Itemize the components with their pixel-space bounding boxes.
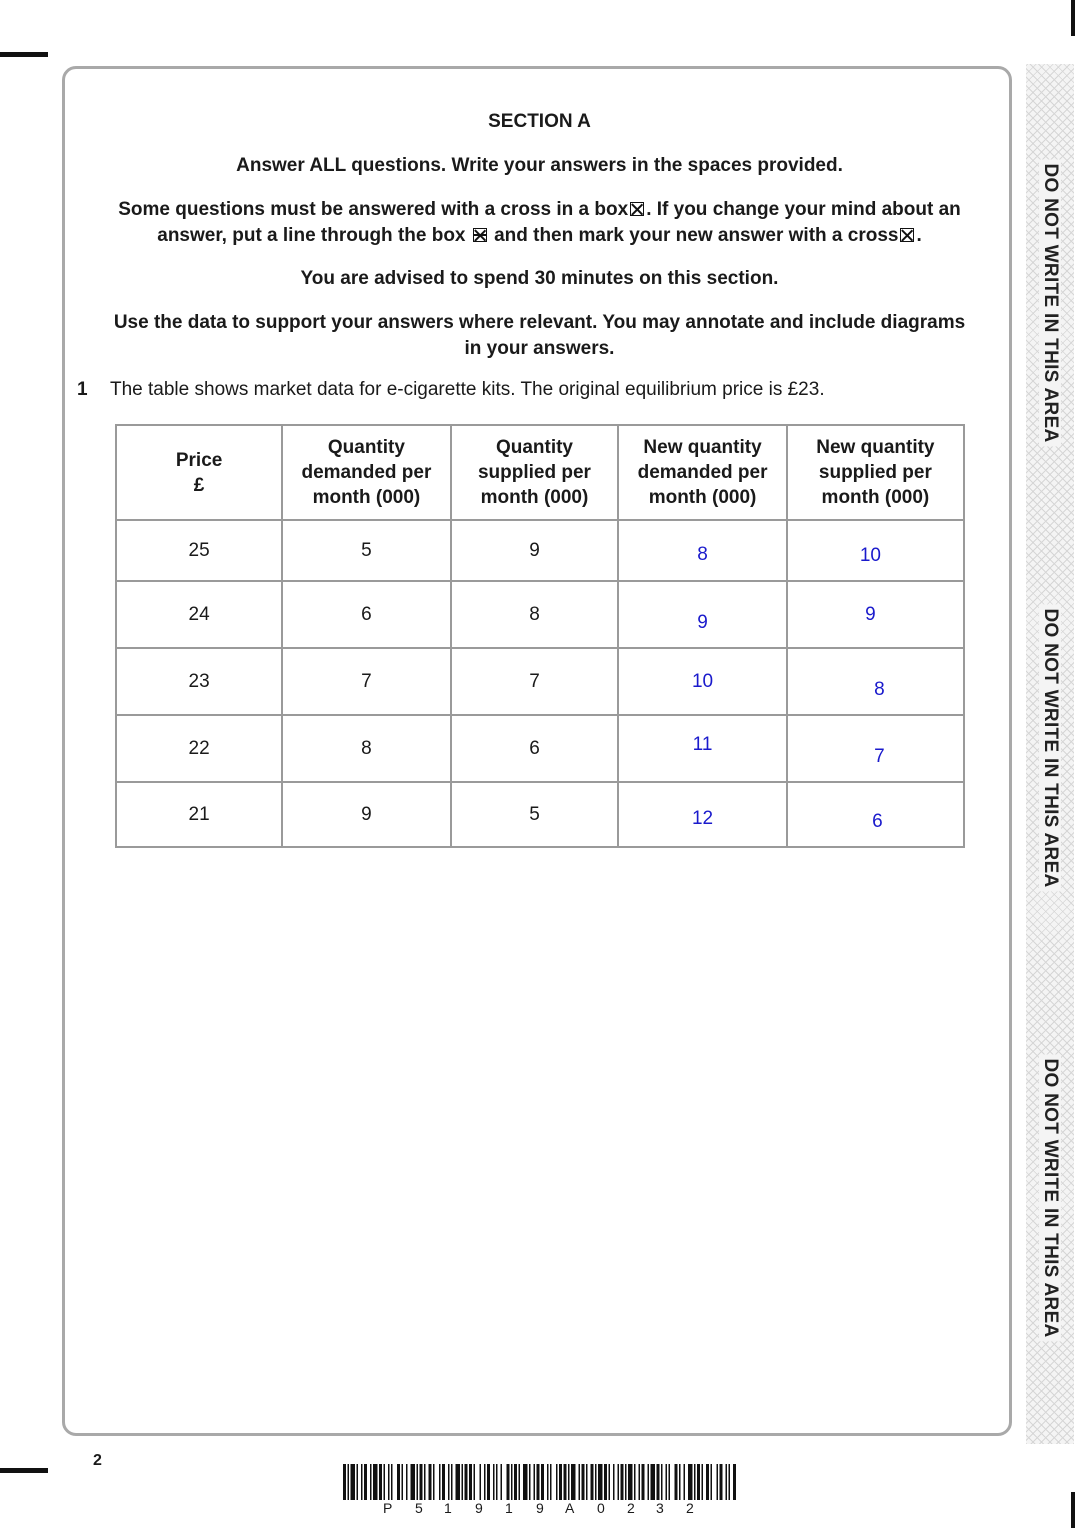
crossed-box-icon: [900, 228, 914, 242]
barcode-bar: [496, 1464, 498, 1500]
barcode-bar: [507, 1464, 510, 1500]
market-data-table: [115, 424, 965, 848]
barcode-bar: [361, 1464, 363, 1500]
instruction-time-advice: You are advised to spend 30 minutes on this section.: [300, 268, 779, 289]
barcode-bar: [534, 1464, 536, 1500]
header-new-quantity-supplied: New quantity supplied per month (000): [787, 425, 964, 520]
margin-warning-middle: DO NOT WRITE IN THIS AREA: [1039, 604, 1061, 891]
barcode-char: 3: [656, 1500, 664, 1516]
new-supplied-cell: 6: [787, 782, 964, 847]
barcode-bar: [451, 1464, 453, 1500]
barcode-bar: [420, 1464, 423, 1500]
barcode-bar: [697, 1464, 700, 1500]
barcode-bar: [424, 1464, 426, 1500]
registration-mark-bottom-left: [0, 1468, 48, 1473]
barcode-bar: [571, 1464, 576, 1500]
price-cell: 23: [116, 648, 282, 715]
barcode-bar: [733, 1464, 736, 1500]
table-row: [116, 648, 964, 715]
barcode-char: 1: [444, 1500, 452, 1516]
instruction-cross-line-1: Some questions must be answered with a cross in a box . If you change your mind about an: [118, 199, 961, 220]
barcode-bar: [604, 1464, 607, 1500]
barcode-bar: [379, 1464, 382, 1500]
instruction-cross-box: [62, 197, 1017, 249]
barcode-bar: [702, 1464, 704, 1500]
barcode-bar: [343, 1464, 346, 1500]
barcode-bar: [661, 1464, 663, 1500]
supplied-cell: 9: [451, 520, 619, 581]
barcode-bar: [357, 1464, 359, 1500]
barcode-bar: [556, 1464, 558, 1500]
crossed-box-icon: [630, 202, 644, 216]
instruction-answer-all: Answer ALL questions. Write your answers in the spaces provided.: [236, 155, 843, 176]
barcode-bar: [639, 1464, 641, 1500]
demanded-cell: 5: [282, 520, 450, 581]
barcode-bar: [429, 1464, 432, 1500]
barcode-bar: [388, 1464, 390, 1500]
barcode-bar: [613, 1464, 615, 1500]
supplied-cell: 8: [451, 581, 619, 648]
barcode-bar: [729, 1464, 731, 1500]
barcode-bar: [675, 1464, 678, 1500]
question-number: 1: [77, 379, 88, 400]
new-demanded-cell: 9: [618, 581, 786, 648]
barcode-bar: [348, 1464, 350, 1500]
barcode-bar: [469, 1464, 472, 1500]
barcode-bar: [541, 1464, 544, 1500]
barcode-bar: [537, 1464, 540, 1500]
barcode-bar: [651, 1464, 656, 1500]
barcode-bar: [439, 1464, 441, 1500]
barcode-bar: [669, 1464, 671, 1500]
barcode-bar: [529, 1464, 531, 1500]
barcode-bar: [621, 1464, 624, 1500]
barcode-bar: [487, 1464, 490, 1500]
page-number: 2: [93, 1452, 102, 1469]
barcode-bar: [442, 1464, 445, 1500]
barcode-bar: [370, 1464, 372, 1500]
barcode-bar: [582, 1464, 585, 1500]
price-cell: 21: [116, 782, 282, 847]
barcode-bar: [595, 1464, 597, 1500]
barcode-char: 1: [505, 1500, 513, 1516]
barcode-bar: [402, 1464, 404, 1500]
barcode-bar: [706, 1464, 709, 1500]
registration-mark-top-left: [0, 52, 48, 57]
barcode-bar: [657, 1464, 660, 1500]
barcode-bar: [519, 1464, 521, 1500]
barcode-bar: [625, 1464, 627, 1500]
new-supplied-cell: 9: [787, 581, 964, 648]
barcode-bar: [694, 1464, 696, 1500]
barcode-bar: [579, 1464, 581, 1500]
barcode-bar: [417, 1464, 419, 1500]
barcode-bar: [465, 1464, 468, 1500]
table-header-row: [116, 425, 964, 520]
table-row: [116, 782, 964, 847]
barcode-char: 9: [475, 1500, 483, 1516]
barcode-bar: [397, 1464, 400, 1500]
barcode-bar: [591, 1464, 594, 1500]
barcode-bar: [456, 1464, 461, 1500]
barcode-bar: [684, 1464, 686, 1500]
demanded-cell: 7: [282, 648, 450, 715]
barcode-bar: [648, 1464, 650, 1500]
barcode-bar: [666, 1464, 668, 1500]
barcode-char: P: [383, 1500, 393, 1516]
barcode-bar: [480, 1464, 482, 1500]
barcode-bar: [384, 1464, 386, 1500]
barcode-bar: [391, 1464, 393, 1500]
barcode-bar: [609, 1464, 611, 1500]
header-new-quantity-demanded: New quantity demanded per month (000): [618, 425, 786, 520]
barcode-bar: [351, 1464, 356, 1500]
barcode-bar: [688, 1464, 693, 1500]
new-demanded-cell: 10: [618, 648, 786, 715]
barcode-bar: [433, 1464, 435, 1500]
new-supplied-cell: 7: [787, 715, 964, 782]
margin-warning-bottom: DO NOT WRITE IN THIS AREA: [1039, 1054, 1061, 1341]
new-demanded-cell: 11: [618, 715, 786, 782]
barcode-bar: [514, 1464, 517, 1500]
table-row: [116, 715, 964, 782]
barcode-char: 2: [686, 1500, 694, 1516]
barcode-bar: [711, 1464, 713, 1500]
margin-warning-top: DO NOT WRITE IN THIS AREA: [1039, 159, 1061, 446]
barcode-bar: [373, 1464, 378, 1500]
barcode-bar: [501, 1464, 503, 1500]
barcode-char: A: [565, 1500, 575, 1516]
demanded-cell: 8: [282, 715, 450, 782]
barcode-bar: [586, 1464, 588, 1500]
barcode-bar: [411, 1464, 416, 1500]
barcode-bar: [564, 1464, 567, 1500]
barcode-bar: [559, 1464, 562, 1500]
barcode-bar: [462, 1464, 464, 1500]
new-supplied-cell: 8: [787, 648, 964, 715]
demanded-cell: 6: [282, 581, 450, 648]
barcode-char: 9: [536, 1500, 544, 1516]
barcode-bar: [726, 1464, 728, 1500]
instruction-use-data: Use the data to support your answers where relevant. You may annotate and include diagrams in your answers.: [113, 312, 966, 359]
barcode-bar: [717, 1464, 719, 1500]
barcode-bar: [679, 1464, 681, 1500]
supplied-cell: 7: [451, 648, 619, 715]
barcode-bar: [493, 1464, 495, 1500]
header-quantity-supplied: Quantity supplied per month (000): [451, 425, 619, 520]
barcode-bar: [634, 1464, 636, 1500]
table-row: [116, 581, 964, 648]
barcode-bar: [568, 1464, 570, 1500]
barcode-bar: [484, 1464, 486, 1500]
barcode-bar: [598, 1464, 603, 1500]
barcode-bar: [474, 1464, 476, 1500]
new-demanded-cell: 8: [618, 520, 786, 581]
barcode-bar: [618, 1464, 620, 1500]
question-text: The table shows market data for e-cigarette kits. The original equilibrium price is £23.: [110, 379, 825, 400]
supplied-cell: 5: [451, 782, 619, 847]
struck-crossed-box-icon: [473, 228, 487, 242]
barcode-char: 2: [627, 1500, 635, 1516]
instruction-cross-line-2: answer, put a line through the box and then mark your new answer with a cross .: [157, 225, 922, 246]
barcode: [343, 1464, 736, 1500]
barcode-bar: [448, 1464, 450, 1500]
barcode-bar: [550, 1464, 552, 1500]
price-cell: 24: [116, 581, 282, 648]
barcode-bar: [720, 1464, 723, 1500]
section-title: SECTION A: [488, 111, 591, 132]
barcode-char: 5: [415, 1500, 423, 1516]
new-supplied-cell: 10: [787, 520, 964, 581]
barcode-bar: [642, 1464, 645, 1500]
table-row: [116, 520, 964, 581]
registration-mark-bottom-right: [1071, 1492, 1075, 1528]
price-cell: 25: [116, 520, 282, 581]
barcode-bar: [406, 1464, 408, 1500]
barcode-char: 0: [597, 1500, 605, 1516]
demanded-cell: 9: [282, 782, 450, 847]
header-quantity-demanded: Quantity demanded per month (000): [282, 425, 450, 520]
new-demanded-cell: 12: [618, 782, 786, 847]
barcode-bar: [523, 1464, 528, 1500]
supplied-cell: 6: [451, 715, 619, 782]
barcode-bar: [628, 1464, 633, 1500]
barcode-bar: [547, 1464, 549, 1500]
price-cell: 22: [116, 715, 282, 782]
barcode-bar: [364, 1464, 367, 1500]
header-price: Price £: [116, 425, 282, 520]
registration-mark-top-right: [1071, 0, 1075, 36]
barcode-bar: [511, 1464, 513, 1500]
